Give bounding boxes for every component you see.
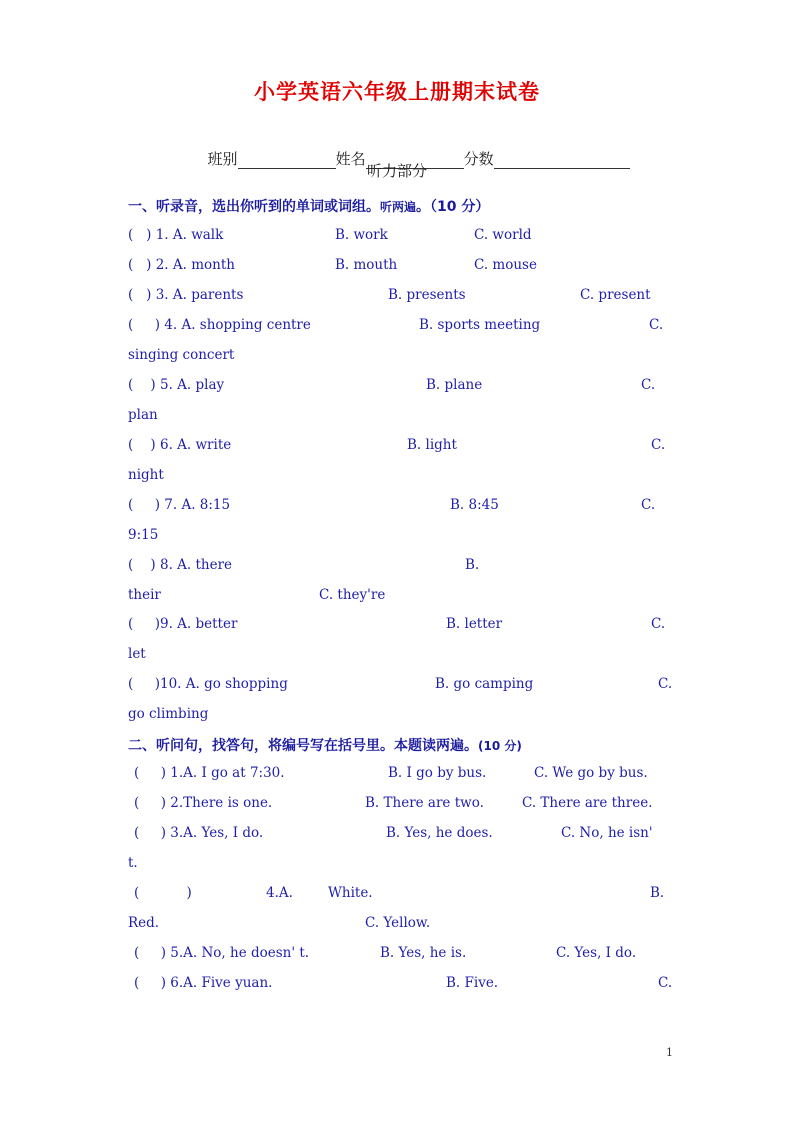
question-line-text: C.: [651, 616, 666, 632]
class-label: 班别: [207, 150, 238, 168]
page-title: 小学英语六年级上册期末试卷: [254, 80, 540, 104]
question-line-text: B. presents: [388, 287, 466, 303]
question-line-text: B. I go by bus.: [388, 765, 487, 781]
question-line-text: ( ) 1.A. I go at 7:30.: [134, 765, 285, 781]
section-1-note: 听两遍: [380, 200, 417, 214]
score-label: 分数: [463, 150, 494, 168]
question-line-text: B. Yes, he is.: [380, 945, 467, 961]
question-line-text: ( ) 2.There is one.: [134, 795, 273, 811]
section-1-heading: [128, 196, 489, 216]
question-line-text: ( ): [134, 885, 192, 901]
question-line-text: go climbing: [128, 706, 209, 722]
question-line-text: night: [128, 467, 164, 483]
question-line-text: C. No, he isn': [561, 825, 653, 841]
question-line-text: C.: [658, 676, 673, 692]
question-line-text: C. Yellow.: [365, 915, 431, 931]
question-line-text: ( ) 5.A. No, he doesn' t.: [134, 945, 310, 961]
section-1-text: 一、听录音，选出你听到的单词或词组。: [128, 199, 380, 215]
section-2-heading: [128, 735, 522, 755]
question-line-text: White.: [328, 885, 373, 901]
question-line-text: ( )10. A. go shopping: [128, 676, 288, 692]
page-number: 1: [666, 1046, 673, 1059]
question-line-text: B. Five.: [446, 975, 499, 991]
question-line-text: B. light: [407, 437, 457, 453]
question-line-text: t.: [128, 855, 138, 871]
question-line-text: ( ) 5. A. play: [128, 377, 225, 393]
question-line-text: C. world: [474, 227, 532, 243]
section-2-points: (10 分): [478, 739, 522, 753]
question-line-text: ( ) 3. A. parents: [128, 287, 244, 303]
question-line-text: ( )9. A. better: [128, 616, 238, 632]
question-line-text: ( ) 8. A. there: [128, 557, 233, 573]
question-line-text: C. Yes, I do.: [556, 945, 637, 961]
question-line-text: plan: [128, 407, 158, 423]
question-line-text: their: [128, 587, 161, 603]
question-line-text: B. There are two.: [365, 795, 484, 811]
question-line-text: C. present: [580, 287, 651, 303]
question-line-text: ( ) 6.A. Five yuan.: [134, 975, 273, 991]
question-line-text: 4.A.: [266, 885, 293, 901]
question-line-text: B. work: [335, 227, 388, 243]
question-line-text: C.: [641, 497, 656, 513]
question-line-text: B. 8:45: [450, 497, 499, 513]
question-line-text: B. sports meeting: [419, 317, 541, 333]
section-2-text: 二、听问句，找答句，将编号写在括号里。本题读两遍。: [128, 738, 478, 754]
question-line-text: ( ) 6. A. write: [128, 437, 232, 453]
question-line-text: C.: [658, 975, 673, 991]
question-line-text: C. mouse: [474, 257, 537, 273]
question-line-text: ( ) 7. A. 8:15: [128, 497, 231, 513]
question-line-text: Red.: [128, 915, 160, 931]
section-1-points: 。（10 分）: [416, 199, 490, 215]
question-line-text: C. There are three.: [522, 795, 653, 811]
question-line-text: B. plane: [426, 377, 483, 393]
question-line-text: C. they're: [319, 587, 386, 603]
question-line-text: B. Yes, he does.: [386, 825, 493, 841]
question-line-text: ( ) 3.A. Yes, I do.: [134, 825, 264, 841]
question-line-text: B. mouth: [335, 257, 398, 273]
question-line-text: C.: [649, 317, 664, 333]
question-line-text: singing concert: [128, 347, 235, 363]
question-line-text: let: [128, 646, 146, 662]
section-subtitle: 听力部分: [366, 162, 427, 180]
question-line-text: B. letter: [446, 616, 503, 632]
question-line-text: ( ) 1. A. walk: [128, 227, 224, 243]
question-line-text: C. We go by bus.: [534, 765, 648, 781]
question-line-text: C.: [651, 437, 666, 453]
question-line-text: ( ) 4. A. shopping centre: [128, 317, 311, 333]
name-label: 姓名: [335, 150, 366, 168]
question-line-text: B.: [465, 557, 480, 573]
question-line-text: B.: [650, 885, 665, 901]
question-line-text: B. go camping: [435, 676, 534, 692]
question-line-text: ( ) 2. A. month: [128, 257, 235, 273]
question-line-text: 9:15: [128, 527, 159, 543]
question-line-text: C.: [641, 377, 656, 393]
